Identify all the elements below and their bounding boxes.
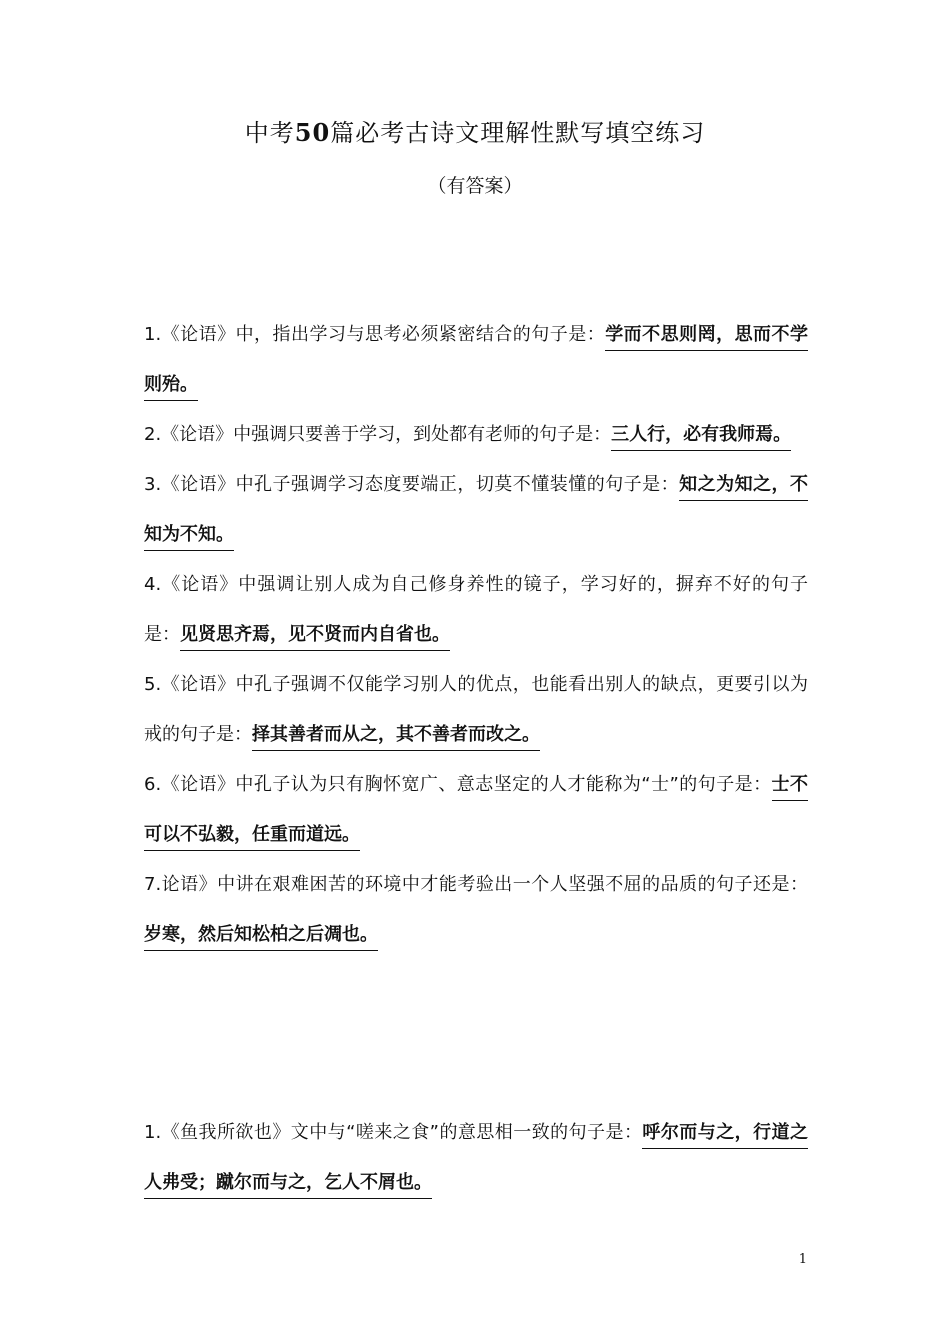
- title-number: 50: [294, 118, 331, 147]
- answer-text: 三人行，必有我师焉。: [611, 424, 791, 451]
- question-item: [144, 1108, 808, 1208]
- title-prefix: 中考: [244, 119, 295, 147]
- question-item: [144, 460, 808, 560]
- question-prompt: 7.论语》中讲在艰难困苦的环境中才能考验出一个人坚强不屈的品质的句子还是：: [144, 874, 808, 895]
- document-subtitle: （有答案）: [427, 175, 523, 197]
- question-prompt: 1.《论语》中，指出学习与思考必须紧密结合的句子是：: [144, 324, 606, 345]
- answer-text: 士不可以不弘毅，任重而道远。: [144, 774, 808, 851]
- answer-text: 学而不思则罔，思而不学则殆。: [144, 324, 808, 401]
- question-item: [144, 410, 808, 460]
- question-prompt: 4.《论语》中强调让别人成为自己修身养性的镜子，学习好的，摒弃不好的句子是：: [144, 574, 808, 645]
- title-suffix: 篇必考古诗文理解性默写填空练习: [330, 119, 706, 147]
- question-prompt: 5.《论语》中孔子强调不仅能学习别人的优点，也能看出别人的缺点，更要引以为戒的句子是：: [144, 674, 808, 745]
- question-item: [144, 310, 808, 410]
- question-item: [144, 760, 808, 860]
- answer-text: 见贤思齐焉，见不贤而内自省也。: [180, 624, 450, 651]
- question-item: [144, 660, 808, 760]
- answer-text: 岁寒，然后知松柏之后凋也。: [144, 924, 378, 951]
- question-prompt: 6.《论语》中孔子认为只有胸怀宽广、意志坚定的人才能称为“士”的句子是：: [144, 774, 772, 795]
- answer-text: 择其善者而从之，其不善者而改之。: [252, 724, 540, 751]
- answer-text: 呼尔而与之，行道之人弗受；蹴尔而与之，乞人不屑也。: [144, 1122, 808, 1199]
- question-item: [144, 860, 808, 960]
- document-title: [0, 116, 950, 150]
- page-number: 1: [798, 1252, 807, 1267]
- question-prompt: 1.《鱼我所欲也》文中与“嗟来之食”的意思相一致的句子是：: [144, 1122, 643, 1143]
- answer-text: 知之为知之，不知为不知。: [144, 474, 808, 551]
- question-item: [144, 560, 808, 660]
- question-prompt: 2.《论语》中强调只要善于学习，到处都有老师的句子是：: [144, 424, 612, 445]
- question-prompt: 3.《论语》中孔子强调学习态度要端正，切莫不懂装懂的句子是：: [144, 474, 680, 495]
